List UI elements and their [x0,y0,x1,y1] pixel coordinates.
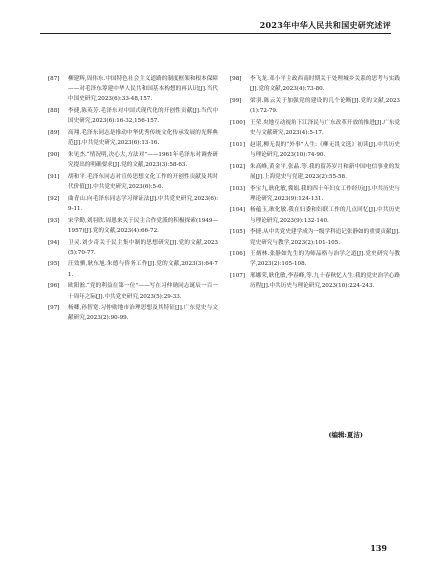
reference-number: [99] [230,97,242,104]
reference-text: 邢娜荣,耿化敏,李春峰,等.九十春秋忆人生:我的党史治学心路历程[J].中共历史与理论研究,2023(10):224-243. [250,273,400,290]
reference-text: 李捷.从中共党史建学成为一级学科追记张静如的重要贡献[J].党史研究与教学,2023(2):101-105. [250,229,401,246]
reference-text: 宋学勤,刘羽欣.周恩来关于民主合作党派的积极探索(1949—1957)[J].党的文献,2023(4):66-72. [68,217,218,234]
reference-text: 柳建辉,周伟东.中国特色社会主义道路的制度框架和根本保障——对毛泽东筹建中华人民共和国基本构想的再认识[J].当代中国史研究,2023(6):33-48,157. [68,76,218,103]
reference-number: [93] [48,217,60,224]
reference-number: [90] [48,151,60,158]
reference-entry [48,150,218,170]
references-right-column [230,74,400,293]
reference-entry [48,281,218,301]
reference-entry [230,140,400,160]
reference-number: [92] [48,195,60,202]
running-header: 2023年中华人民共和国史研究述评 [259,20,391,30]
reference-text: 李飞龙.邓小平主政西南时期关于处理城乡关系的思考与实践[J].党的文献,2023(4):73-80. [250,76,400,93]
reference-entry [230,74,400,94]
reference-entry [48,194,218,214]
reference-number: [97] [48,305,60,312]
reference-number: [89] [48,130,60,137]
reference-text: 王荣.央地互动视角下江泽民与广东改革开放的推进[J].广东党史与文献研究,2023(4):5-17. [250,119,401,137]
reference-entry [230,271,400,291]
reference-text: 胡和平.毛泽东同志对宣传思想文化工作的开创性贡献及其时代价值[J].中共党史研究,2023(6):5-6. [68,173,218,191]
reference-entry [230,184,400,204]
reference-number: [96] [48,283,60,290]
reference-entry [48,172,218,192]
reference-number: [107] [230,273,246,280]
reference-number: [101] [230,141,246,148]
reference-text: 高翔.毛泽东同志是推动中华优秀传统文化传承发展的光辉典范[J].中共党史研究,2023(6):13-16. [68,130,218,147]
reference-entry [48,303,218,323]
reference-text: 王炳林.张静如先生的为师品格与治学之道[J].党史研究与教学,2023(2):105-108. [250,251,400,268]
reference-text: 赵谌,柳无畏的“外事”人生:《柳无畏文选》初读[J].中共历史与理论研究,2023(10):74-90. [250,141,400,158]
reference-text: 杨蕴玉,耿化敏.我在妇委和妇联工作的几点回忆[J].中共历史与理论研究,2023(9):132-140. [250,207,400,224]
reference-entry [48,259,218,279]
reference-number: [98] [230,76,242,82]
reference-number: [88] [48,108,60,115]
reference-number: [104] [230,207,246,214]
reference-number: [103] [230,185,246,192]
header-rule [40,33,391,34]
references-left-column [48,74,218,325]
reference-entry [230,249,400,269]
reference-number: [95] [48,261,60,268]
reference-entry [230,205,400,225]
editor-note: (编辑:夏洁) [328,431,363,439]
reference-entry [230,118,400,138]
reference-number: [100] [230,119,246,126]
reference-number: [102] [230,163,246,170]
reference-entry [48,238,218,258]
reference-number: [87] [48,76,60,82]
reference-entry [48,216,218,236]
reference-number: [106] [230,251,246,258]
reference-text: 李宝九,耿化敏,冀娟.我的四十年妇女工作经历[J].中共历史与理论研究,2023(9):124-131. [250,185,400,202]
reference-entry [230,162,400,182]
page-number: 139 [370,543,387,553]
reference-text: 朱见杰.“情况明,决心大,方法对”——1961年毛泽东对调查研究提出的明确要求[J].党的文献,2023(3):58-63. [68,151,218,169]
reference-text: 卫灵.刘少奇关于民主集中制的思想研究[J].党的文献,2023(5):70-77. [68,239,218,256]
reference-text: 李捷,陈英芳.毛泽东对中国式现代化的开创性贡献[J].当代中国史研究,2023(6):16-32,156-157. [68,108,218,125]
reference-number: [91] [48,173,60,180]
reference-text: 欧阳淞.“党的利益在第一位”——写在习仲勋同志诞辰一百一十周年之际[J].中共党史研究,2023(5):29-33. [68,283,218,300]
reference-text: 朱高峰,黄金平,张晶.等.我的留苏岁月和新中国电信事业的发展[J].上海党史与党建,2023(2):55-58. [250,163,400,180]
reference-text: 曲青山.向毛泽东同志学习辩证法[J].中共党史研究,2023(6):9-11. [68,195,218,212]
reference-entry [48,128,218,148]
reference-text: 梁羽.陈云关于加强党的建设的几个论断[J].党的文献,2023(1):72-79. [250,97,400,115]
reference-entry [230,227,400,247]
reference-entry [230,96,400,116]
reference-text: 杨卿,孙智宽.习仲勋地市治理思想及其特征[J].广东党史与文献研究,2023(2):90-99. [68,305,218,322]
reference-entry [48,74,218,105]
reference-text: 汪效驷,耿东旭.朱德与侨务工作[J].党的文献,2023(3):64-71. [68,261,218,278]
reference-entry [48,106,218,126]
reference-number: [94] [48,239,60,246]
reference-number: [105] [230,229,246,236]
